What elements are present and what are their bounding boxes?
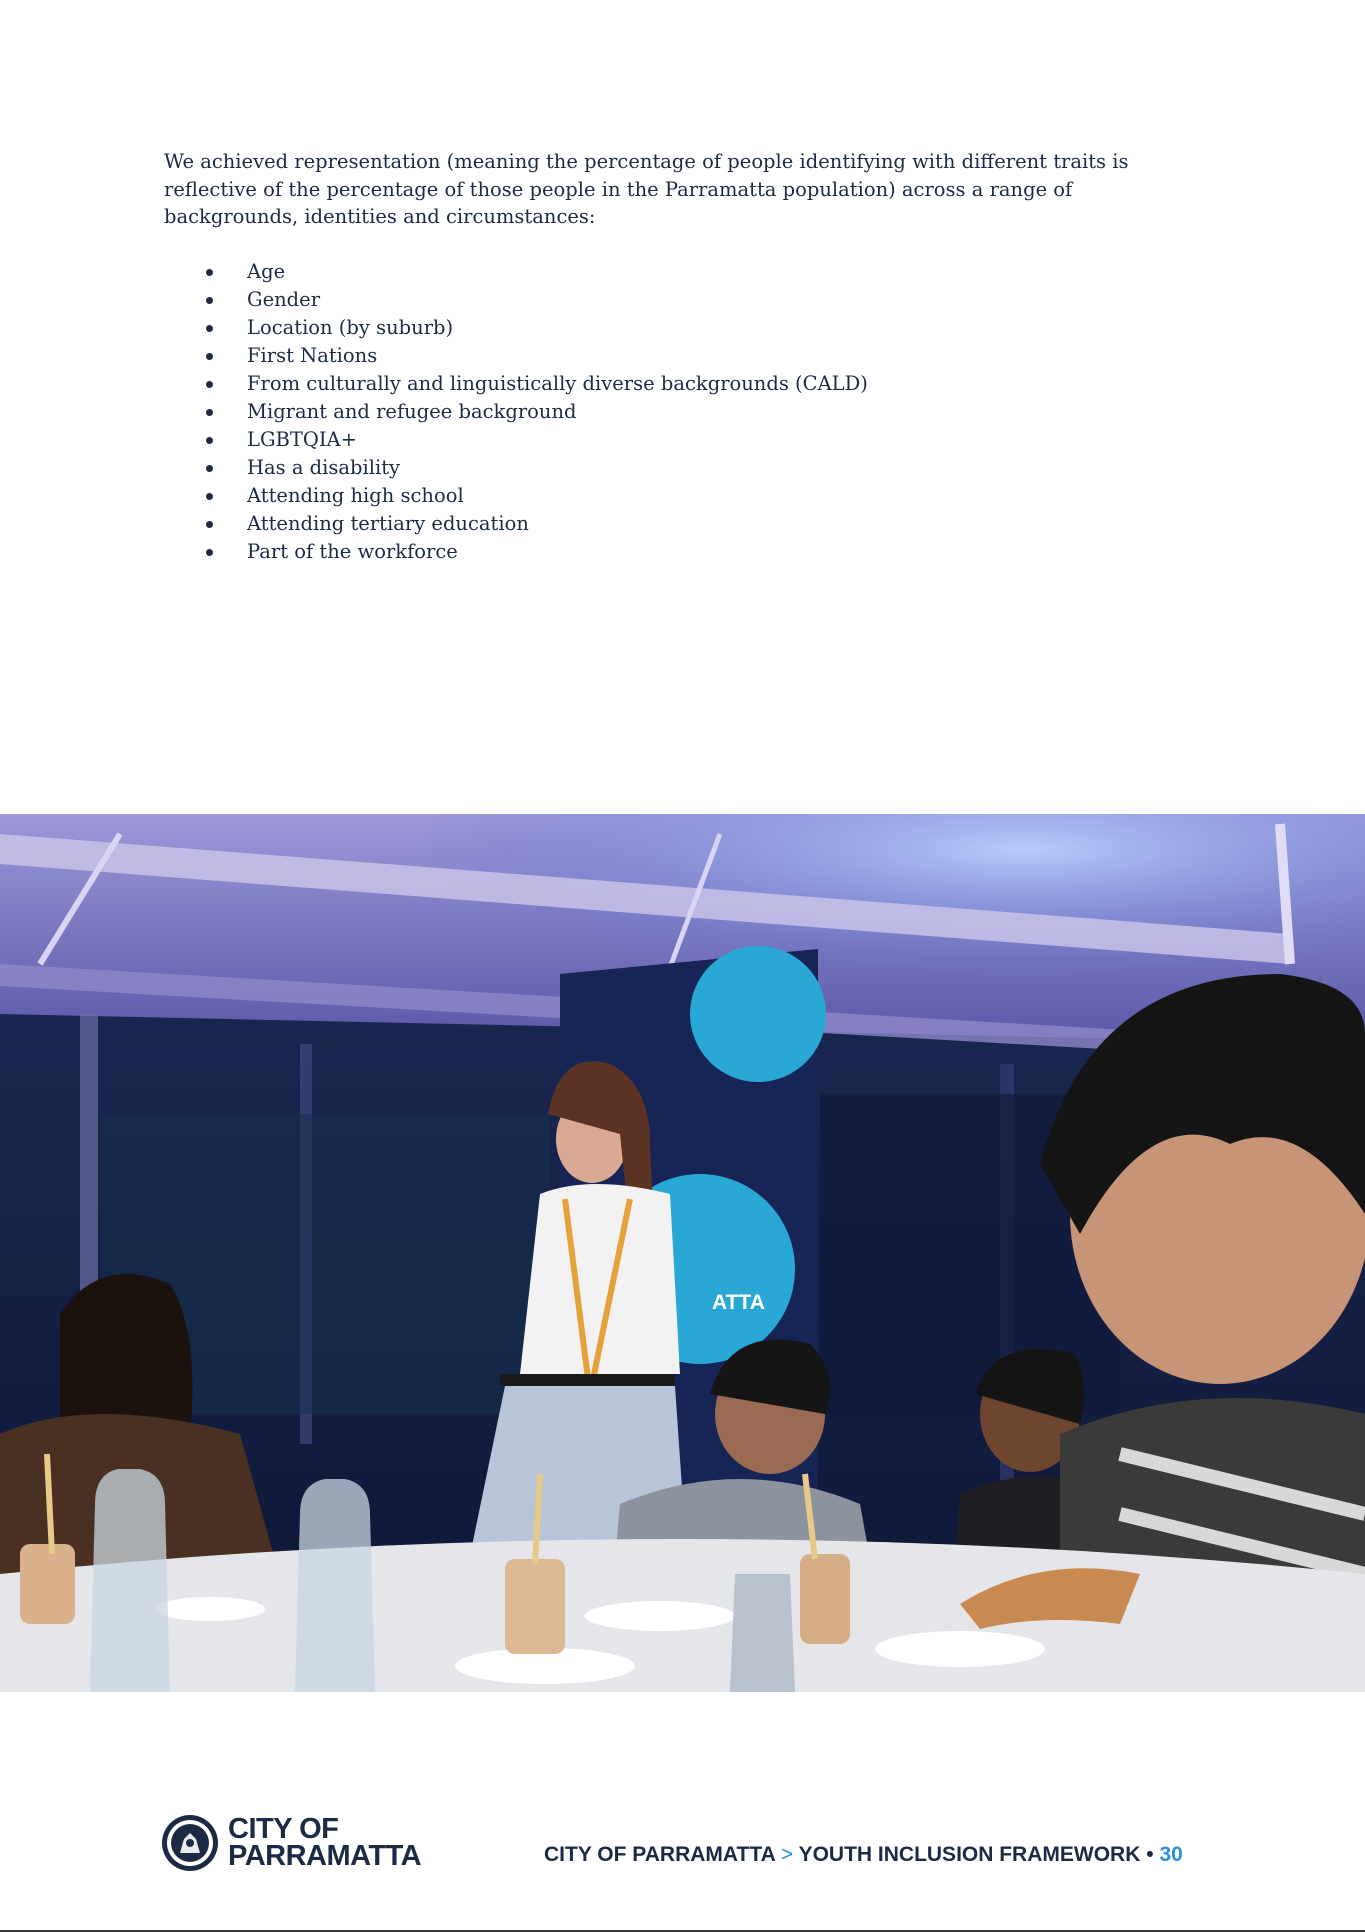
bullet-dot — [206, 437, 213, 444]
list-item — [164, 398, 868, 426]
event-photo-illustration — [0, 814, 1365, 1692]
list-item — [164, 426, 868, 454]
logo-wordmark — [228, 1813, 422, 1872]
trait-label: LGBTQIA+ — [247, 428, 357, 451]
banner-text: ATTA — [712, 1291, 765, 1314]
page-number: 30 — [1159, 1843, 1183, 1866]
list-item — [164, 342, 868, 370]
trait-label: Age — [247, 260, 286, 283]
bullet-dot — [206, 381, 213, 388]
trait-label: Attending tertiary education — [247, 512, 529, 535]
city-seal-icon — [160, 1813, 220, 1873]
footer-doc-title: YOUTH INCLUSION FRAMEWORK — [798, 1843, 1141, 1866]
bullet-dot — [206, 409, 213, 416]
list-item — [164, 314, 868, 342]
logo-line2: PARRAMATTA — [228, 1840, 422, 1872]
bullet-dot — [206, 325, 213, 332]
traits-list — [164, 258, 868, 566]
list-item — [164, 370, 868, 398]
city-logo — [160, 1813, 421, 1873]
trait-label: Attending high school — [247, 484, 464, 507]
event-photo — [0, 814, 1365, 1692]
bullet-dot — [206, 465, 213, 472]
bullet-dot — [206, 297, 213, 304]
bullet-dot — [206, 269, 213, 276]
trait-label: Migrant and refugee background — [247, 400, 577, 423]
footer-org: CITY OF PARRAMATTA — [544, 1843, 775, 1866]
intro-paragraph: We achieved representation (meaning the percentage of people identifying with different traits is reflective of the percentage of those people in the Parramatta population) across a range of backgrounds, identities and circumstances: — [164, 150, 1129, 228]
trait-label: Gender — [247, 288, 321, 311]
list-item — [164, 258, 868, 286]
footer-bullet: • — [1146, 1843, 1154, 1866]
list-item — [164, 286, 868, 314]
footer-separator: > — [780, 1843, 794, 1866]
list-item — [164, 510, 868, 538]
footer-title — [544, 1843, 1183, 1867]
trait-label: From culturally and linguistically diverse backgrounds (CALD) — [247, 372, 868, 395]
list-item — [164, 482, 868, 510]
bullet-dot — [206, 353, 213, 360]
trait-label: Location (by suburb) — [247, 316, 454, 339]
list-item — [164, 454, 868, 482]
list-item — [164, 538, 868, 566]
trait-label: First Nations — [247, 344, 378, 367]
bullet-dot — [206, 549, 213, 556]
trait-label: Part of the workforce — [247, 540, 458, 563]
trait-label: Has a disability — [247, 456, 401, 479]
bullet-dot — [206, 521, 213, 528]
logo-line1: CITY OF — [228, 1813, 339, 1845]
bullet-dot — [206, 493, 213, 500]
